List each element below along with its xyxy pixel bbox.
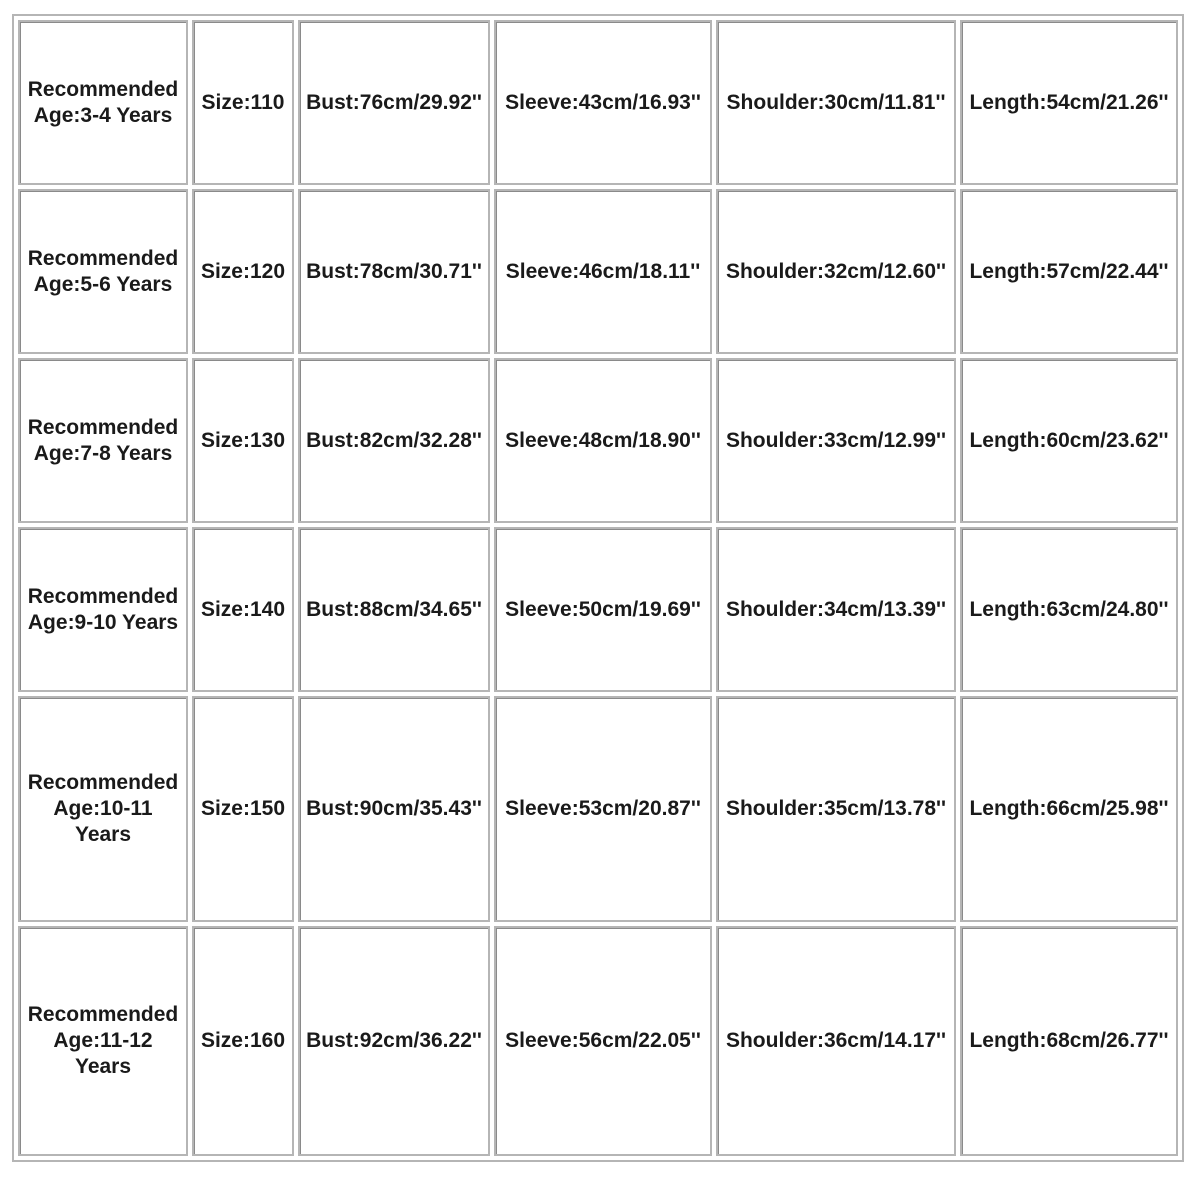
age-text: Recommended (27, 1003, 179, 1026)
age-cell (18, 926, 188, 1156)
bust-cell: Bust:88cm/34.65'' (298, 527, 490, 692)
bust-cell: Bust:76cm/29.92'' (298, 20, 490, 185)
sleeve-cell: Sleeve:53cm/20.87'' (494, 696, 712, 922)
table-row (18, 696, 1178, 922)
length-cell: Length:60cm/23.62'' (960, 358, 1178, 523)
sleeve-cell: Sleeve:56cm/22.05'' (494, 926, 712, 1156)
shoulder-cell: Shoulder:35cm/13.78'' (716, 696, 956, 922)
sleeve-cell: Sleeve:43cm/16.93'' (494, 20, 712, 185)
age-cell (18, 696, 188, 922)
size-cell: Size:150 (192, 696, 294, 922)
shoulder-cell: Shoulder:34cm/13.39'' (716, 527, 956, 692)
table-row (18, 926, 1178, 1156)
sleeve-cell: Sleeve:48cm/18.90'' (494, 358, 712, 523)
length-cell: Length:57cm/22.44'' (960, 189, 1178, 354)
age-text: Recommended (27, 77, 179, 101)
shoulder-cell: Shoulder:36cm/14.17'' (716, 926, 956, 1156)
age-text: Recommended (27, 415, 179, 439)
age-text: Age:3-4 Years (33, 103, 173, 127)
length-cell: Length:66cm/25.98'' (960, 696, 1178, 922)
sleeve-cell: Sleeve:50cm/19.69'' (494, 527, 712, 692)
size-cell: Size:130 (192, 358, 294, 523)
age-text: Years (74, 1055, 132, 1078)
length-cell: Length:68cm/26.77'' (960, 926, 1178, 1156)
age-text: Years (74, 823, 132, 846)
sleeve-cell: Sleeve:46cm/18.11'' (494, 189, 712, 354)
age-text: Age:9-10 Years (27, 610, 179, 634)
size-cell: Size:160 (192, 926, 294, 1156)
age-text: Age:5-6 Years (33, 272, 173, 296)
shoulder-cell: Shoulder:33cm/12.99'' (716, 358, 956, 523)
age-cell (18, 358, 188, 523)
size-cell: Size:120 (192, 189, 294, 354)
bust-cell: Bust:82cm/32.28'' (298, 358, 490, 523)
age-text: Age:7-8 Years (33, 441, 173, 465)
size-cell: Size:110 (192, 20, 294, 185)
age-cell (18, 527, 188, 692)
age-text: Age:11-12 (53, 1029, 153, 1052)
bust-cell: Bust:92cm/36.22'' (298, 926, 490, 1156)
bust-cell: Bust:78cm/30.71'' (298, 189, 490, 354)
age-cell (18, 189, 188, 354)
size-cell: Size:140 (192, 527, 294, 692)
age-text: Recommended (27, 584, 179, 608)
age-cell (18, 20, 188, 185)
table-row (18, 527, 1178, 692)
age-text: Recommended (27, 771, 179, 794)
size-chart-table (12, 14, 1184, 1162)
table-row (18, 358, 1178, 523)
bust-cell: Bust:90cm/35.43'' (298, 696, 490, 922)
shoulder-cell: Shoulder:32cm/12.60'' (716, 189, 956, 354)
age-text: Age:10-11 (53, 797, 153, 820)
shoulder-cell: Shoulder:30cm/11.81'' (716, 20, 956, 185)
length-cell: Length:54cm/21.26'' (960, 20, 1178, 185)
table-row (18, 189, 1178, 354)
table-row (18, 20, 1178, 185)
age-text: Recommended (27, 246, 179, 270)
length-cell: Length:63cm/24.80'' (960, 527, 1178, 692)
